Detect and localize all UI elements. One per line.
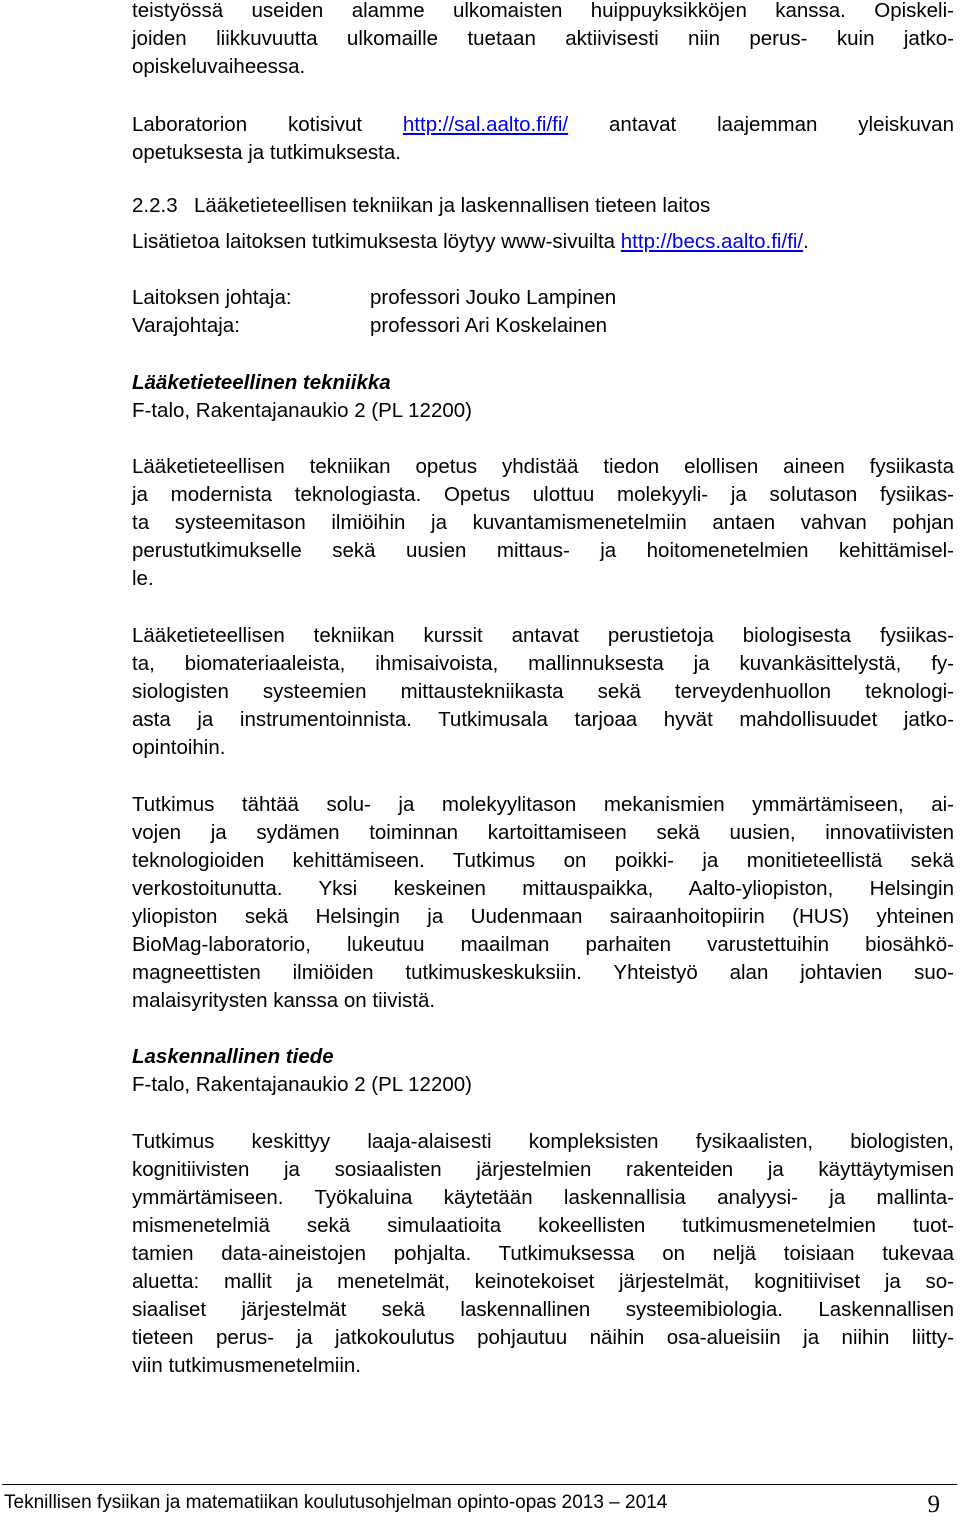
intro-paragraph xyxy=(132,0,954,81)
section-number: 2.2.3 xyxy=(132,194,178,217)
text-line: kognitiivisten ja sosiaalisten järjestelmien rakenteiden ja käyttäytymisen xyxy=(132,1158,954,1181)
becs-link[interactable]: http://becs.aalto.fi/fi/ xyxy=(620,230,804,253)
unit1-paragraph-2 xyxy=(132,622,954,762)
unit-address: F-talo, Rakentajanaukio 2 (PL 12200) xyxy=(132,1073,472,1096)
text-line: perustutkimukselle sekä uusien mittaus- ja hoitomenetelmien kehittämisel- xyxy=(132,539,954,562)
unit1-paragraph-3 xyxy=(132,791,954,1015)
text-line: opetuksesta ja tutkimuksesta. xyxy=(132,141,401,164)
text-line: le. xyxy=(132,567,154,590)
text-line: tieteen perus- ja jatkokoulutus pohjautuu näihin osa-alueisiin ja niihin liitty- xyxy=(132,1326,954,1349)
unit1-paragraph-1 xyxy=(132,453,954,593)
text-line: siologisten systeemien mittaustekniikasta sekä terveydenhuollon teknologi- xyxy=(132,680,954,703)
staff-name: professori Ari Koskelainen xyxy=(370,314,608,337)
staff-name: professori Jouko Lampinen xyxy=(370,286,617,309)
footer-text: Teknillisen fysiikan ja matematiikan koulutusohjelman opinto-opas 2013 – 2014 xyxy=(4,1492,668,1513)
text-line: verkostoitunutta. Yksi keskeinen mittauspaikka, Aalto-yliopiston, Helsingin xyxy=(132,877,954,900)
staff-list xyxy=(132,284,616,340)
staff-row xyxy=(132,312,616,340)
text-line: Lääketieteellisen tekniikan kurssit antavat perustietoja biologisesta fysiikas- xyxy=(132,624,954,647)
page-number: 9 xyxy=(927,1491,940,1518)
unit-title: Laskennallinen tiede xyxy=(132,1045,334,1068)
text-line: siaaliset järjestelmät sekä laskennallinen systeemibiologia. Laskennallisen xyxy=(132,1298,954,1321)
lab-link[interactable]: http://sal.aalto.fi/fi/ xyxy=(402,113,569,136)
text-line: viin tutkimusmenetelmiin. xyxy=(132,1354,361,1377)
text-line: magneettisten ilmiöiden tutkimuskeskuksiin. Yhteistyö alan johtavien suo- xyxy=(132,961,954,984)
unit-address: F-talo, Rakentajanaukio 2 (PL 12200) xyxy=(132,399,472,422)
staff-row xyxy=(132,284,616,312)
text-line: teistyössä useiden alamme ulkomaisten huippuyksikköjen kanssa. Opiskeli- xyxy=(132,0,954,22)
text-line: tamien data-aineistojen pohjalta. Tutkimuksessa on neljä toisiaan tukevaa xyxy=(132,1242,954,1265)
text-line: ja modernista teknologiasta. Opetus ulottuu molekyyli- ja solutason fysiikas- xyxy=(132,483,954,506)
info-line xyxy=(132,228,809,256)
section-title: Lääketieteellisen tekniikan ja laskennallisen tieteen laitos xyxy=(194,194,711,217)
text-line: Tutkimus tähtää solu- ja molekyylitason mekanismien ymmärtämiseen, ai- xyxy=(132,793,954,816)
text-line: Lääketieteellisen tekniikan opetus yhdistää tiedon elollisen aineen fysiikasta xyxy=(132,455,954,478)
lab-suffix: antavat laajemman yleiskuvan xyxy=(568,113,954,136)
text-line: vojen ja sydämen toiminnan kartoittamiseen sekä uusien, innovatiivisten xyxy=(132,821,954,844)
lab-prefix: Laboratorion kotisivut xyxy=(132,113,403,136)
staff-role: Laitoksen johtaja: xyxy=(132,286,292,309)
text-line: malaisyritysten kanssa on tiivistä. xyxy=(132,989,436,1012)
text-line: Tutkimus keskittyy laaja-alaisesti kompleksisten fysikaalisten, biologisten, xyxy=(132,1130,954,1153)
text-line: ymmärtämiseen. Työkaluina käytetään laskennallisia analyysi- ja mallinta- xyxy=(132,1186,954,1209)
info-end: . xyxy=(803,230,809,253)
text-line: mismenetelmiä sekä simulaatioita kokeellisten tutkimusmenetelmien tuot- xyxy=(132,1214,954,1237)
section-heading xyxy=(132,192,710,220)
text-line: opintoihin. xyxy=(132,736,226,759)
staff-role: Varajohtaja: xyxy=(132,314,240,337)
text-line: joiden liikkuvuutta ulkomaille tuetaan aktiivisesti niin perus- kuin jatko- xyxy=(132,27,954,50)
text-line xyxy=(132,111,954,139)
text-line: ta, biomateriaaleista, ihmisaivoista, mallinnuksesta ja kuvankäsittelystä, fy- xyxy=(132,652,954,675)
text-line: BioMag-laboratorio, lukeutuu maailman parhaiten varustettuihin biosähkö- xyxy=(132,933,954,956)
text-line: asta ja instrumentoinnista. Tutkimusala tarjoaa hyvät mahdollisuudet jatko- xyxy=(132,708,954,731)
text-line: aluetta: mallit ja menetelmät, keinotekoiset järjestelmät, kognitiiviset ja so- xyxy=(132,1270,954,1293)
text-line: ta systeemitason ilmiöihin ja kuvantamismenetelmiin antaen vahvan pohjan xyxy=(132,511,954,534)
text-line: yliopiston sekä Helsingin ja Uudenmaan sairaanhoitopiirin (HUS) yhteinen xyxy=(132,905,954,928)
text-line: teknologioiden kehittämiseen. Tutkimus on poikki- ja monitieteellistä sekä xyxy=(132,849,954,872)
footer-divider xyxy=(2,1484,957,1485)
info-text: Lisätietoa laitoksen tutkimuksesta löytyy www-sivuilta xyxy=(132,230,621,253)
lab-paragraph xyxy=(132,111,954,167)
text-line: opiskeluvaiheessa. xyxy=(132,55,306,78)
unit-title: Lääketieteellinen tekniikka xyxy=(132,371,391,394)
unit2-paragraph-1 xyxy=(132,1128,954,1380)
